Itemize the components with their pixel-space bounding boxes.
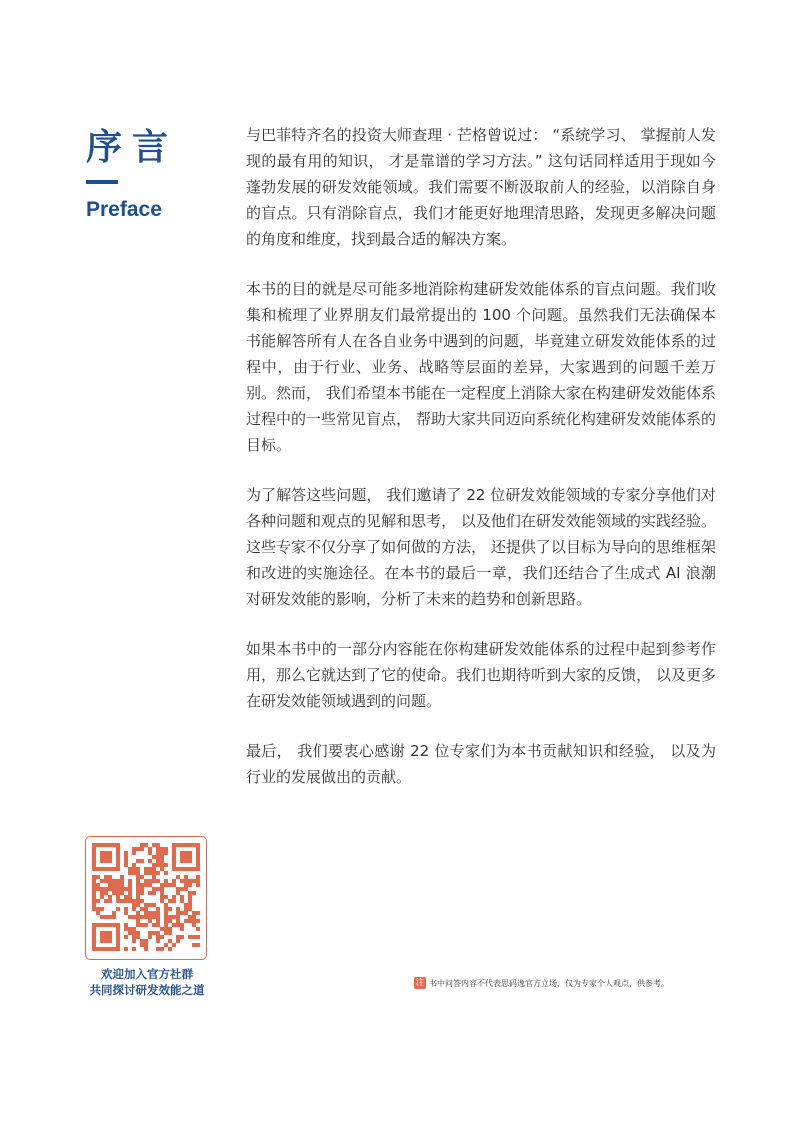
note-badge: 注 [415, 978, 425, 988]
page-title: 序言 [86, 127, 179, 168]
footnote-text: 书中问答内容不代表思码逸官方立场，仅为专家个人观点，供参考。 [429, 978, 669, 988]
qr-caption [78, 966, 216, 998]
preface-body [246, 122, 716, 814]
page-subtitle: Preface [86, 198, 162, 221]
qr-caption-line-1: 欢迎加入官方社群 [101, 967, 193, 981]
qr-caption-line-2: 共同探讨研发效能之道 [89, 983, 205, 997]
paragraph-4: 如果本书中的一部分内容能在你构建研发效能体系的过程中起到参考作用，那么它就达到了它的使命。我们也期待听到大家的反馈， 以及更多在研发效能领域遇到的问题。 [246, 640, 716, 710]
paragraph-1: 与巴菲特齐名的投资大师查理 · 芒格曾说过： “系统学习、 掌握前人发现的最有用的知识， 才是靠谱的学习方法。” 这句话同样适用于现如今蓬勃发展的研发效能领域。我们需要不断汲取前人的经验，以消除自身的盲点。只有消除盲点，我们才能更好地理清思路，发现更多解决问题的角度和维度，找到最合适的解决方案。 [246, 126, 716, 248]
qr-code [85, 836, 207, 960]
paragraph-3: 为了解答这些问题， 我们邀请了 22 位研发效能领域的专家分享他们对各种问题和观点的见解和思考， 以及他们在研发效能领域的实践经验。这些专家不仅分享了如何做的方法， 还提供了以目标为导向的思维框架和改进的实施途径。在本书的最后一章，我们还结合了生成式 AI 浪潮对研发效能的影响，分析了未来的趋势和创新思路。 [246, 486, 716, 608]
paragraph-2: 本书的目的就是尽可能多地消除构建研发效能体系的盲点问题。我们收集和梳理了业界朋友们最常提出的 100 个问题。虽然我们无法确保本书能解答所有人在各自业务中遇到的问题，毕竟建立研发效能体系的过程中，由于行业、业务、战略等层面的差异，大家遇到的问题千差万别。然而， 我们希望本书能在一定程度上消除大家在构建研发效能体系过程中的一些常见盲点， 帮助大家共同迈向系统化构建研发效能体系的目标。 [246, 280, 716, 454]
footnote [414, 977, 669, 989]
qr-code-image [92, 843, 200, 951]
paragraph-5: 最后， 我们要衷心感谢 22 位专家们为本书贡献知识和经验， 以及为行业的发展做出的贡献。 [246, 742, 716, 786]
title-divider [86, 180, 118, 184]
